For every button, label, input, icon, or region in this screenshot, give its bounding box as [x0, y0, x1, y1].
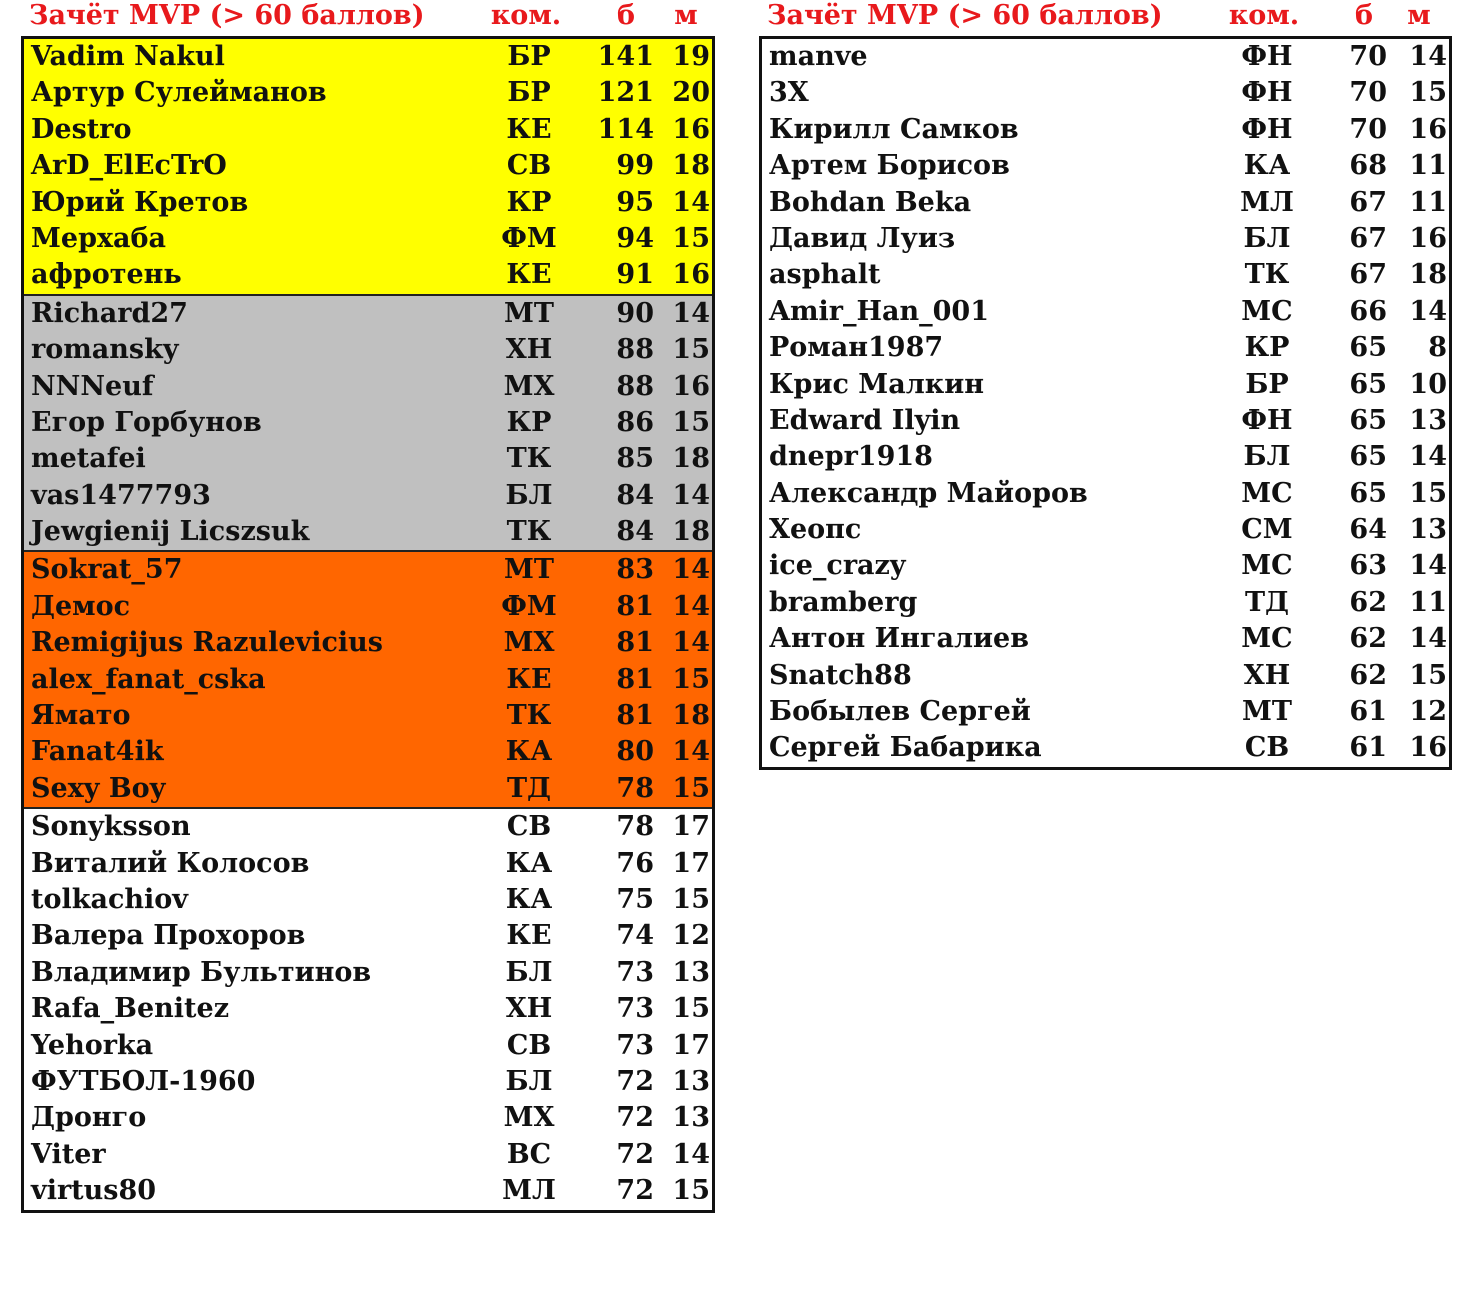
table-row	[24, 552, 712, 588]
points-value: 76	[616, 847, 654, 879]
team-code: КР	[1244, 332, 1290, 364]
matches-value: 14	[672, 186, 710, 218]
player-name: NNNeuf	[31, 370, 154, 402]
matches-value: 15	[1409, 477, 1447, 509]
player-name: ice_crazy	[769, 550, 906, 582]
matches-value: 14	[672, 736, 710, 768]
row-group-white	[762, 39, 1449, 767]
matches-value: 13	[672, 1102, 710, 1134]
points-value: 62	[1349, 623, 1387, 655]
team-code: МТ	[504, 297, 554, 329]
team-code: ФН	[1241, 113, 1293, 145]
matches-value: 18	[672, 516, 710, 548]
column-header-matches: м	[1407, 0, 1431, 31]
player-name: alex_fanat_cska	[31, 663, 266, 695]
player-name: Fanat4ik	[31, 736, 164, 768]
table-row	[24, 662, 712, 698]
points-value: 78	[616, 772, 654, 804]
player-name: Виталий Колосов	[31, 847, 310, 879]
points-value: 121	[597, 77, 654, 109]
points-value: 88	[616, 334, 654, 366]
player-name: Destro	[31, 113, 132, 145]
matches-value: 15	[672, 993, 710, 1025]
team-code: ФН	[1241, 404, 1293, 436]
column-header-points: б	[616, 0, 635, 31]
matches-value: 16	[672, 370, 710, 402]
points-value: 72	[616, 1065, 654, 1097]
player-name: manve	[769, 41, 868, 72]
team-code: БР	[507, 77, 551, 109]
table-row	[24, 441, 712, 477]
matches-value: 16	[1409, 222, 1447, 254]
player-name: ArD_ElEcTrO	[31, 150, 227, 182]
matches-value: 16	[672, 259, 710, 291]
table-row	[762, 185, 1449, 221]
points-value: 70	[1349, 41, 1387, 72]
row-group-yellow	[24, 39, 712, 296]
player-name: Edward Ilyin	[769, 404, 961, 436]
team-code: ХН	[505, 334, 553, 366]
column-header-team: ком.	[490, 0, 562, 31]
points-value: 72	[616, 1102, 654, 1134]
team-code: ФН	[1241, 77, 1293, 109]
player-name: tolkachiov	[31, 883, 188, 915]
team-code: КА	[505, 736, 553, 768]
player-name: Юрий Кретов	[31, 186, 249, 218]
table-row	[762, 367, 1449, 403]
table-row	[762, 112, 1449, 148]
team-code: СВ	[1244, 732, 1290, 764]
player-name: Richard27	[31, 297, 188, 329]
team-code: БЛ	[505, 956, 553, 988]
table-row	[762, 694, 1449, 730]
table-row	[762, 476, 1449, 512]
table-row	[24, 185, 712, 221]
matches-value: 14	[672, 479, 710, 511]
matches-value: 13	[672, 1065, 710, 1097]
points-value: 70	[1349, 113, 1387, 145]
matches-value: 14	[1409, 623, 1447, 655]
points-value: 94	[616, 222, 654, 254]
team-code: ТК	[1244, 259, 1290, 291]
row-group-orange	[24, 552, 712, 809]
points-value: 86	[616, 406, 654, 438]
player-name: Sonyksson	[31, 811, 191, 843]
team-code: КЕ	[506, 113, 552, 145]
player-name: Jewgienij Licszsuk	[31, 516, 310, 548]
team-code: МХ	[503, 627, 555, 659]
points-value: 73	[616, 1029, 654, 1061]
column-header-team: ком.	[1228, 0, 1300, 31]
table-row	[762, 221, 1449, 257]
team-code: МС	[1241, 623, 1293, 655]
player-name: romansky	[31, 334, 179, 366]
player-name: Сергей Бабарика	[769, 732, 1042, 764]
team-code: МЛ	[502, 1175, 556, 1207]
team-code: ФМ	[501, 590, 557, 622]
table-row	[24, 1064, 712, 1100]
player-name: Владимир Бультинов	[31, 956, 372, 988]
player-name: Vadim Nakul	[31, 41, 225, 72]
team-code: МТ	[504, 554, 554, 586]
table-row	[762, 512, 1449, 548]
matches-value: 15	[1409, 77, 1447, 109]
player-name: Bohdan Beka	[769, 186, 972, 218]
team-code: ХН	[1243, 659, 1291, 691]
player-name: Демос	[31, 590, 131, 622]
table-row	[762, 294, 1449, 330]
points-value: 65	[1349, 441, 1387, 473]
points-value: 65	[1349, 368, 1387, 400]
points-value: 141	[597, 41, 654, 72]
points-value: 66	[1349, 295, 1387, 327]
matches-value: 18	[672, 150, 710, 182]
matches-value: 15	[672, 663, 710, 695]
table-row	[24, 332, 712, 368]
player-name: asphalt	[769, 259, 881, 291]
team-code: ФМ	[501, 222, 557, 254]
points-value: 67	[1349, 186, 1387, 218]
row-group-white	[24, 809, 712, 1209]
team-code: СВ	[506, 811, 552, 843]
matches-value: 15	[672, 772, 710, 804]
table-row	[24, 734, 712, 770]
table-row	[24, 698, 712, 734]
points-value: 81	[616, 590, 654, 622]
player-name: Sexy Boy	[31, 772, 166, 804]
player-name: bramberg	[769, 586, 918, 618]
points-value: 114	[597, 113, 654, 145]
team-code: МС	[1241, 477, 1293, 509]
team-code: МС	[1241, 295, 1293, 327]
table-row	[762, 439, 1449, 475]
matches-value: 15	[672, 334, 710, 366]
team-code: БР	[507, 41, 551, 72]
table-row	[762, 658, 1449, 694]
matches-value: 14	[672, 297, 710, 329]
player-name: Amir_Han_001	[769, 295, 989, 327]
matches-value: 12	[1409, 696, 1447, 728]
table-row	[24, 514, 712, 550]
table-row	[762, 621, 1449, 657]
points-value: 62	[1349, 659, 1387, 691]
matches-value: 11	[1409, 186, 1447, 218]
player-name: Мерхаба	[31, 222, 167, 254]
points-value: 90	[616, 297, 654, 329]
player-name: Крис Малкин	[769, 368, 985, 400]
team-code: ФН	[1241, 41, 1293, 72]
matches-value: 8	[1428, 332, 1447, 364]
points-value: 81	[616, 663, 654, 695]
matches-value: 16	[1409, 113, 1447, 145]
matches-value: 14	[1409, 441, 1447, 473]
team-code: ТД	[506, 772, 552, 804]
matches-value: 20	[672, 77, 710, 109]
player-name: Rafa_Benitez	[31, 993, 230, 1025]
table-row	[24, 991, 712, 1027]
player-name: ФУТБОЛ-1960	[31, 1065, 256, 1097]
team-code: БЛ	[1243, 222, 1291, 254]
table-row	[24, 955, 712, 991]
points-value: 75	[616, 883, 654, 915]
team-code: ТК	[506, 700, 552, 732]
mvp-table-left	[21, 0, 715, 1213]
matches-value: 15	[672, 883, 710, 915]
team-code: МХ	[503, 1102, 555, 1134]
team-code: МС	[1241, 550, 1293, 582]
player-name: Yehorka	[31, 1029, 154, 1061]
matches-value: 17	[672, 811, 710, 843]
matches-value: 14	[672, 1138, 710, 1170]
points-value: 65	[1349, 404, 1387, 436]
team-code: КА	[1243, 150, 1291, 182]
team-code: МТ	[1242, 696, 1292, 728]
table-row	[24, 478, 712, 514]
points-value: 65	[1349, 332, 1387, 364]
team-code: КР	[506, 186, 552, 218]
table-row	[24, 1100, 712, 1136]
player-name: Роман1987	[769, 332, 944, 364]
team-code: КА	[505, 847, 553, 879]
matches-value: 12	[672, 920, 710, 952]
matches-value: 16	[1409, 732, 1447, 764]
points-value: 91	[616, 259, 654, 291]
column-header-matches: м	[674, 0, 698, 31]
matches-value: 14	[1409, 550, 1447, 582]
points-value: 72	[616, 1175, 654, 1207]
team-code: БЛ	[1243, 441, 1291, 473]
player-name: Александр Майоров	[769, 477, 1088, 509]
team-code: ТК	[506, 443, 552, 475]
player-name: Viter	[31, 1138, 106, 1170]
table-title: Зачёт MVP (> 60 баллов)	[767, 0, 1163, 31]
points-value: 70	[1349, 77, 1387, 109]
points-value: 68	[1349, 150, 1387, 182]
matches-value: 11	[1409, 150, 1447, 182]
player-name: Антон Ингалиев	[769, 623, 1029, 655]
table-row	[762, 548, 1449, 584]
table-row	[24, 809, 712, 845]
team-code: ТК	[506, 516, 552, 548]
matches-value: 14	[672, 554, 710, 586]
matches-value: 15	[672, 1175, 710, 1207]
team-code: МЛ	[1240, 186, 1294, 218]
matches-value: 15	[672, 222, 710, 254]
player-name: Бобылев Сергей	[769, 696, 1031, 728]
table-row	[24, 257, 712, 293]
points-value: 95	[616, 186, 654, 218]
points-value: 78	[616, 811, 654, 843]
player-name: vas1477793	[31, 479, 211, 511]
matches-value: 11	[1409, 586, 1447, 618]
table-row	[24, 771, 712, 807]
player-name: Артур Сулейманов	[31, 77, 327, 109]
table-row	[24, 221, 712, 257]
row-group-gray	[24, 296, 712, 553]
table-row	[24, 1173, 712, 1209]
table-row	[24, 39, 712, 75]
team-code: КА	[505, 883, 553, 915]
points-value: 80	[616, 736, 654, 768]
points-value: 65	[1349, 477, 1387, 509]
team-code: ВС	[506, 1138, 552, 1170]
team-code: БЛ	[505, 1065, 553, 1097]
player-name: dnepr1918	[769, 441, 933, 473]
points-value: 73	[616, 993, 654, 1025]
points-value: 67	[1349, 222, 1387, 254]
player-name: Snatch88	[769, 659, 912, 691]
team-code: СВ	[506, 1029, 552, 1061]
table-row	[762, 75, 1449, 111]
points-value: 67	[1349, 259, 1387, 291]
player-name: Remigijus Razulevicius	[31, 627, 384, 659]
points-value: 99	[616, 150, 654, 182]
player-name: афротень	[31, 259, 182, 291]
player-name: Артем Борисов	[769, 150, 1010, 182]
points-value: 63	[1349, 550, 1387, 582]
points-value: 84	[616, 516, 654, 548]
matches-value: 13	[1409, 514, 1447, 546]
matches-value: 18	[1409, 259, 1447, 291]
mvp-table-right	[759, 0, 1452, 770]
table-row	[24, 625, 712, 661]
ranking-table	[759, 36, 1452, 770]
matches-value: 19	[672, 41, 710, 72]
table-row	[762, 257, 1449, 293]
table-row	[762, 148, 1449, 184]
team-code: БЛ	[505, 479, 553, 511]
matches-value: 18	[672, 443, 710, 475]
player-name: virtus80	[31, 1175, 157, 1207]
table-row	[24, 112, 712, 148]
team-code: СМ	[1241, 514, 1293, 546]
player-name: Дронго	[31, 1102, 147, 1134]
matches-value: 14	[672, 590, 710, 622]
player-name: Хеопс	[769, 514, 862, 546]
points-value: 84	[616, 479, 654, 511]
team-code: МХ	[503, 370, 555, 402]
table-row	[24, 1028, 712, 1064]
points-value: 83	[616, 554, 654, 586]
team-code: КЕ	[506, 259, 552, 291]
table-row	[24, 882, 712, 918]
team-code: СВ	[506, 150, 552, 182]
table-row	[24, 296, 712, 332]
matches-value: 13	[1409, 404, 1447, 436]
player-name: Валера Прохоров	[31, 920, 306, 952]
team-code: КР	[506, 406, 552, 438]
team-code: ХН	[505, 993, 553, 1025]
table-row	[762, 330, 1449, 366]
table-header	[759, 0, 1452, 36]
matches-value: 10	[1409, 368, 1447, 400]
table-row	[24, 75, 712, 111]
matches-value: 14	[1409, 41, 1447, 72]
player-name: Кирилл Самков	[769, 113, 1019, 145]
points-value: 88	[616, 370, 654, 402]
points-value: 61	[1349, 696, 1387, 728]
points-value: 74	[616, 920, 654, 952]
points-value: 81	[616, 627, 654, 659]
points-value: 72	[616, 1138, 654, 1170]
points-value: 81	[616, 700, 654, 732]
matches-value: 14	[672, 627, 710, 659]
table-row	[762, 585, 1449, 621]
matches-value: 16	[672, 113, 710, 145]
team-code: БР	[1245, 368, 1289, 400]
matches-value: 13	[672, 956, 710, 988]
matches-value: 14	[1409, 295, 1447, 327]
player-name: Давид Луиз	[769, 222, 956, 254]
points-value: 85	[616, 443, 654, 475]
team-code: КЕ	[506, 920, 552, 952]
points-value: 64	[1349, 514, 1387, 546]
table-row	[24, 918, 712, 954]
matches-value: 18	[672, 700, 710, 732]
table-row	[24, 148, 712, 184]
matches-value: 17	[672, 847, 710, 879]
table-row	[24, 369, 712, 405]
column-header-points: б	[1354, 0, 1373, 31]
table-row	[762, 730, 1449, 766]
table-header	[21, 0, 715, 36]
points-value: 73	[616, 956, 654, 988]
points-value: 62	[1349, 586, 1387, 618]
table-title: Зачёт MVP (> 60 баллов)	[29, 0, 425, 31]
player-name: Ямато	[31, 700, 131, 732]
matches-value: 15	[1409, 659, 1447, 691]
ranking-table	[21, 36, 715, 1213]
player-name: Sokrat_57	[31, 554, 183, 586]
team-code: КЕ	[506, 663, 552, 695]
points-value: 61	[1349, 732, 1387, 764]
table-row	[762, 39, 1449, 75]
player-name: Егор Горбунов	[31, 406, 262, 438]
player-name: metafei	[31, 443, 146, 475]
table-row	[24, 846, 712, 882]
matches-value: 15	[672, 406, 710, 438]
table-row	[762, 403, 1449, 439]
player-name: 3X	[769, 77, 809, 109]
team-code: ТД	[1244, 586, 1290, 618]
table-row	[24, 1137, 712, 1173]
table-row	[24, 405, 712, 441]
matches-value: 17	[672, 1029, 710, 1061]
table-row	[24, 589, 712, 625]
